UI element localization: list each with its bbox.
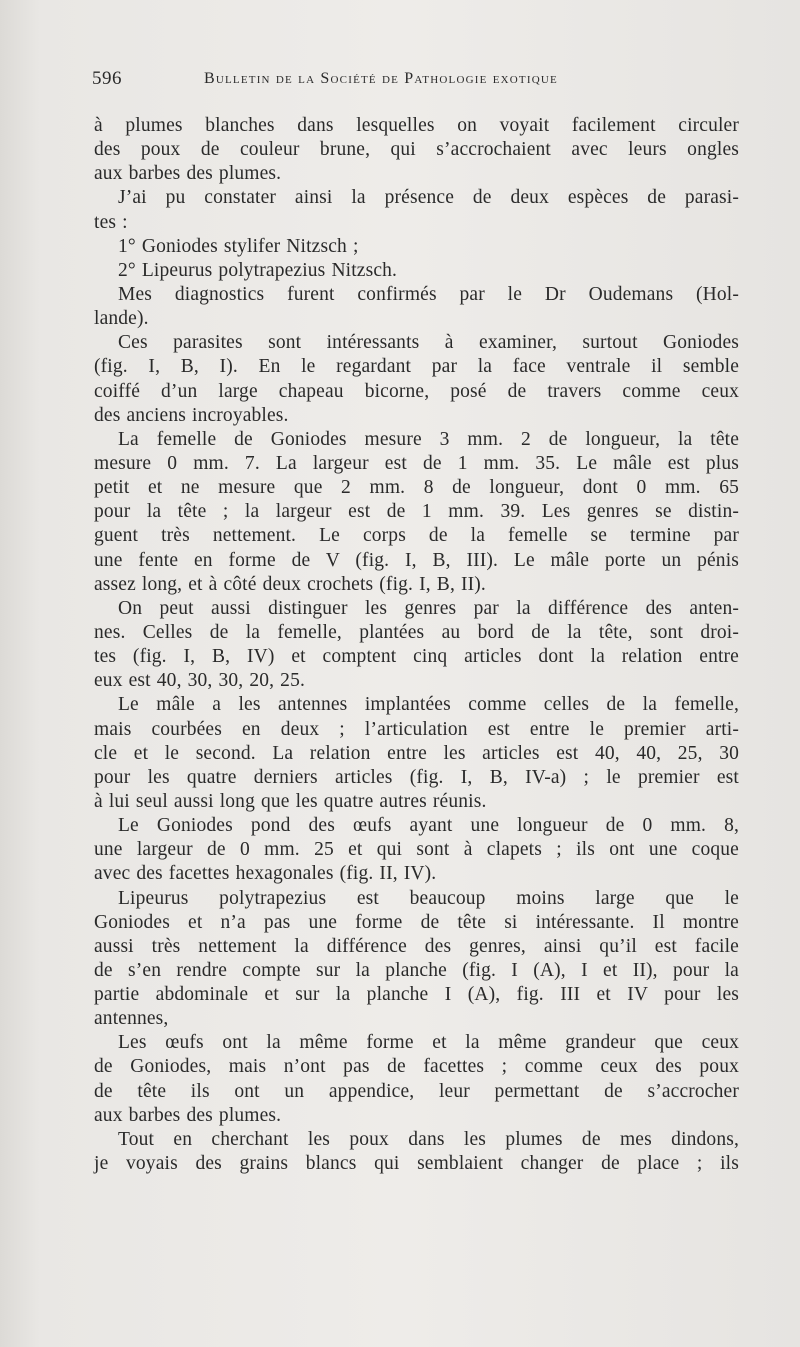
text-line: petit et ne mesure que 2 mm. 8 de longueur, dont 0 mm. 65 bbox=[94, 477, 739, 499]
running-head-title: Bulletin de la Société de Pathologie exotique bbox=[204, 70, 558, 87]
text-line: eux est 40, 30, 30, 20, 25. bbox=[94, 670, 305, 692]
text-line: une largeur de 0 mm. 25 et qui sont à clapets ; ils ont une coque bbox=[94, 839, 739, 861]
text-line: de tête ils ont un appendice, leur permettant de s’accrocher bbox=[94, 1080, 739, 1102]
text-line: des anciens incroyables. bbox=[94, 404, 289, 426]
text-line: Le mâle a les antennes implantées comme celles de la femelle, bbox=[118, 694, 739, 716]
text-line: Le Goniodes pond des œufs ayant une longueur de 0 mm. 8, bbox=[118, 815, 739, 837]
text-line: de s’en rendre compte sur la planche (fig. I (A), I et II), pour la bbox=[94, 959, 739, 981]
text-line: 2° Lipeurus polytrapezius Nitzsch. bbox=[118, 259, 398, 281]
text-line: avec des facettes hexagonales (fig. II, IV). bbox=[94, 863, 437, 885]
text-line: pour la tête ; la largeur est de 1 mm. 39. Les genres se distin- bbox=[94, 501, 739, 523]
text-line: aux barbes des plumes. bbox=[94, 163, 282, 185]
running-header bbox=[92, 68, 732, 94]
text-line: Ces parasites sont intéressants à examiner, surtout Goniodes bbox=[118, 332, 739, 354]
text-line: coiffé d’un large chapeau bicorne, posé de travers comme ceux bbox=[94, 380, 739, 402]
text-line: guent très nettement. Le corps de la femelle se termine par bbox=[94, 525, 739, 547]
text-line: tes (fig. I, B, IV) et comptent cinq articles dont la relation entre bbox=[94, 646, 739, 668]
text-line: (fig. I, B, I). En le regardant par la face ventrale il semble bbox=[94, 356, 739, 378]
text-line: à plumes blanches dans lesquelles on voyait facilement circuler bbox=[94, 115, 739, 136]
text-line: Mes diagnostics furent confirmés par le Dr Oudemans (Hol- bbox=[118, 283, 739, 305]
text-line: une fente en forme de V (fig. I, B, III). Le mâle porte un pénis bbox=[94, 549, 739, 571]
text-line: lande). bbox=[94, 308, 149, 330]
text-line: pour les quatre derniers articles (fig. I, B, IV-a) ; le premier est bbox=[94, 766, 739, 788]
page-number: 596 bbox=[92, 68, 122, 89]
text-line: de Goniodes, mais n’ont pas de facettes ; comme ceux des poux bbox=[94, 1056, 739, 1078]
text-line: assez long, et à côté deux crochets (fig. I, B, II). bbox=[94, 573, 486, 595]
text-line: Lipeurus polytrapezius est beaucoup moins large que le bbox=[118, 887, 739, 909]
text-line: antennes, bbox=[94, 1008, 169, 1030]
text-line: cle et le second. La relation entre les articles est 40, 40, 25, 30 bbox=[94, 742, 739, 764]
text-line: partie abdominale et sur la planche I (A), fig. III et IV pour les bbox=[94, 984, 739, 1006]
text-line: On peut aussi distinguer les genres par la différence des anten- bbox=[118, 597, 739, 619]
text-line: des poux de couleur brune, qui s’accrochaient avec leurs ongles bbox=[94, 139, 739, 161]
text-line: je voyais des grains blancs qui semblaient changer de place ; ils bbox=[94, 1153, 739, 1175]
text-line: Les œufs ont la même forme et la même grandeur que ceux bbox=[118, 1032, 739, 1054]
text-line: aussi très nettement la différence des genres, ainsi qu’il est facile bbox=[94, 935, 739, 957]
text-line: Goniodes et n’a pas une forme de tête si intéressante. Il montre bbox=[94, 911, 739, 933]
body-text bbox=[94, 114, 739, 1176]
text-line: tes : bbox=[94, 211, 128, 233]
text-line: à lui seul aussi long que les quatre autres réunis. bbox=[94, 790, 487, 812]
text-line: La femelle de Goniodes mesure 3 mm. 2 de longueur, la tête bbox=[118, 428, 739, 450]
text-line: mesure 0 mm. 7. La largeur est de 1 mm. 35. Le mâle est plus bbox=[94, 452, 739, 474]
text-line: 1° Goniodes stylifer Nitzsch ; bbox=[118, 235, 359, 257]
text-line: aux barbes des plumes. bbox=[94, 1104, 282, 1126]
text-line: Tout en cherchant les poux dans les plumes de mes dindons, bbox=[118, 1128, 739, 1150]
text-line: mais courbées en deux ; l’articulation est entre le premier arti- bbox=[94, 718, 739, 740]
text-line: J’ai pu constater ainsi la présence de deux espèces de parasi- bbox=[118, 187, 739, 209]
text-line: nes. Celles de la femelle, plantées au bord de la tête, sont droi- bbox=[94, 621, 739, 643]
